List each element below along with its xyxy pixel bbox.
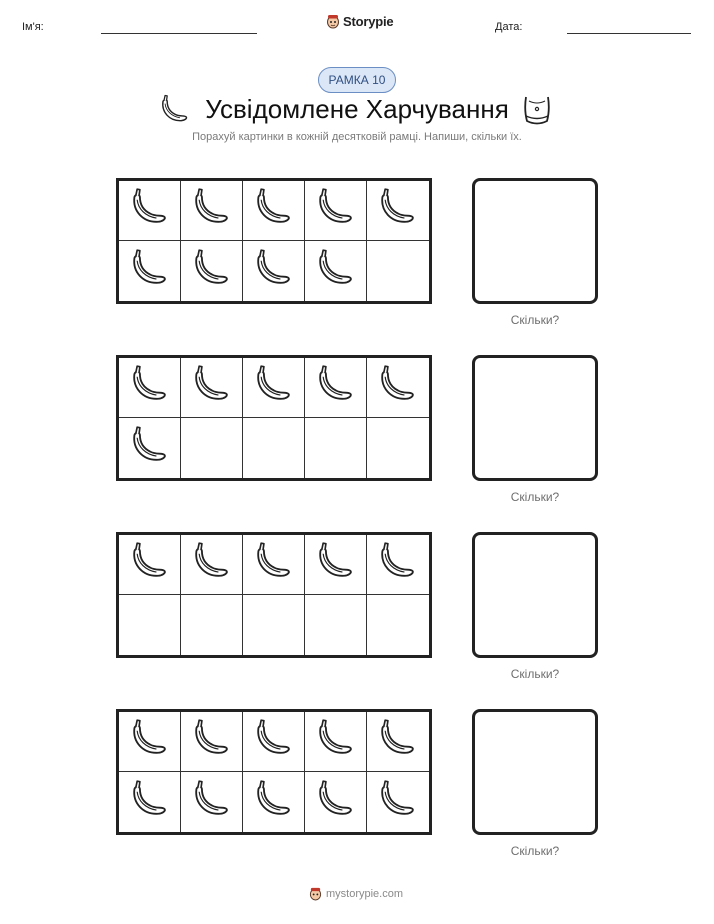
banana-icon [158,93,194,127]
ten-frame-cell [367,712,429,772]
ten-frame-cell [119,181,181,241]
ten-frame [116,709,432,835]
banana-icon [252,186,296,235]
banana-icon [128,717,172,766]
banana-icon [376,540,420,589]
ten-frame-cell [243,181,305,241]
brand-name: Storypie [343,13,394,29]
ten-frame-cell [305,712,367,772]
page-title: Усвідомлене Харчування [205,94,509,124]
ten-frame-cell [181,772,243,832]
ten-frame-cell [243,595,305,655]
ten-frame-cell [181,241,243,301]
banana-icon [376,717,420,766]
answer-box[interactable] [472,532,598,658]
ten-frame-cell [305,772,367,832]
banana-icon [128,186,172,235]
ten-frame-cell [181,535,243,595]
belly-icon [520,93,554,127]
ten-frame-cell [181,358,243,418]
ten-frame-cell [119,772,181,832]
ten-frame-cell [119,241,181,301]
storypie-mascot-icon [309,886,322,901]
ten-frame-cell [243,712,305,772]
banana-icon [190,186,234,235]
ten-frame-cell [119,712,181,772]
date-line[interactable] [567,33,691,34]
ten-frame-cell [367,535,429,595]
banana-icon [376,778,420,827]
ten-frame-cell [305,241,367,301]
ten-frame-cell [305,181,367,241]
ten-frame-cell [243,535,305,595]
ten-frame-cell [243,772,305,832]
ten-frame [116,532,432,658]
ten-frame-cell [119,535,181,595]
how-many-label: Скільки? [510,667,560,681]
ten-frame-cell [367,418,429,478]
name-line[interactable] [101,33,257,34]
banana-icon [128,778,172,827]
banana-icon [314,540,358,589]
banana-icon [252,717,296,766]
banana-icon [190,540,234,589]
banana-icon [314,778,358,827]
banana-icon [314,247,358,296]
ten-frame-cell [119,358,181,418]
answer-box[interactable] [472,178,598,304]
banana-icon [376,363,420,412]
footer [309,886,403,901]
name-label: Ім'я: [22,21,44,33]
how-many-label: Скільки? [510,844,560,858]
answer-box[interactable] [472,709,598,835]
banana-icon [314,717,358,766]
ten-frame [116,178,432,304]
ten-frame-cell [305,418,367,478]
banana-icon [128,424,172,473]
ten-frame-cell [367,595,429,655]
ten-frame-cell [181,712,243,772]
storypie-mascot-icon [326,13,340,29]
ten-frame-cell [181,418,243,478]
ten-frame-cell [305,358,367,418]
banana-icon [190,247,234,296]
ten-frame-cell [181,595,243,655]
banana-icon [252,247,296,296]
how-many-label: Скільки? [510,313,560,327]
answer-box[interactable] [472,355,598,481]
ten-frame-cell [367,181,429,241]
ten-frame-cell [367,772,429,832]
banana-icon [190,363,234,412]
ten-frame [116,355,432,481]
frame-badge: РАМКА 10 [318,67,396,93]
instructions: Порахуй картинки в кожній десятковій рамці. Напиши, скільки їх. [192,131,522,143]
ten-frame-cell [367,358,429,418]
banana-icon [128,540,172,589]
date-label: Дата: [495,21,523,33]
ten-frame-cell [305,535,367,595]
banana-icon [252,778,296,827]
footer-site: mystorypie.com [326,887,404,900]
banana-icon [128,363,172,412]
banana-icon [190,778,234,827]
banana-icon [190,717,234,766]
ten-frame-cell [243,241,305,301]
how-many-label: Скільки? [510,490,560,504]
ten-frame-cell [243,418,305,478]
ten-frame-cell [367,241,429,301]
ten-frame-cell [305,595,367,655]
banana-icon [314,363,358,412]
banana-icon [314,186,358,235]
banana-icon [252,540,296,589]
ten-frame-cell [243,358,305,418]
banana-icon [376,186,420,235]
ten-frame-cell [181,181,243,241]
banana-icon [252,363,296,412]
ten-frame-cell [119,595,181,655]
ten-frame-cell [119,418,181,478]
banana-icon [128,247,172,296]
brand-logo [326,13,393,29]
